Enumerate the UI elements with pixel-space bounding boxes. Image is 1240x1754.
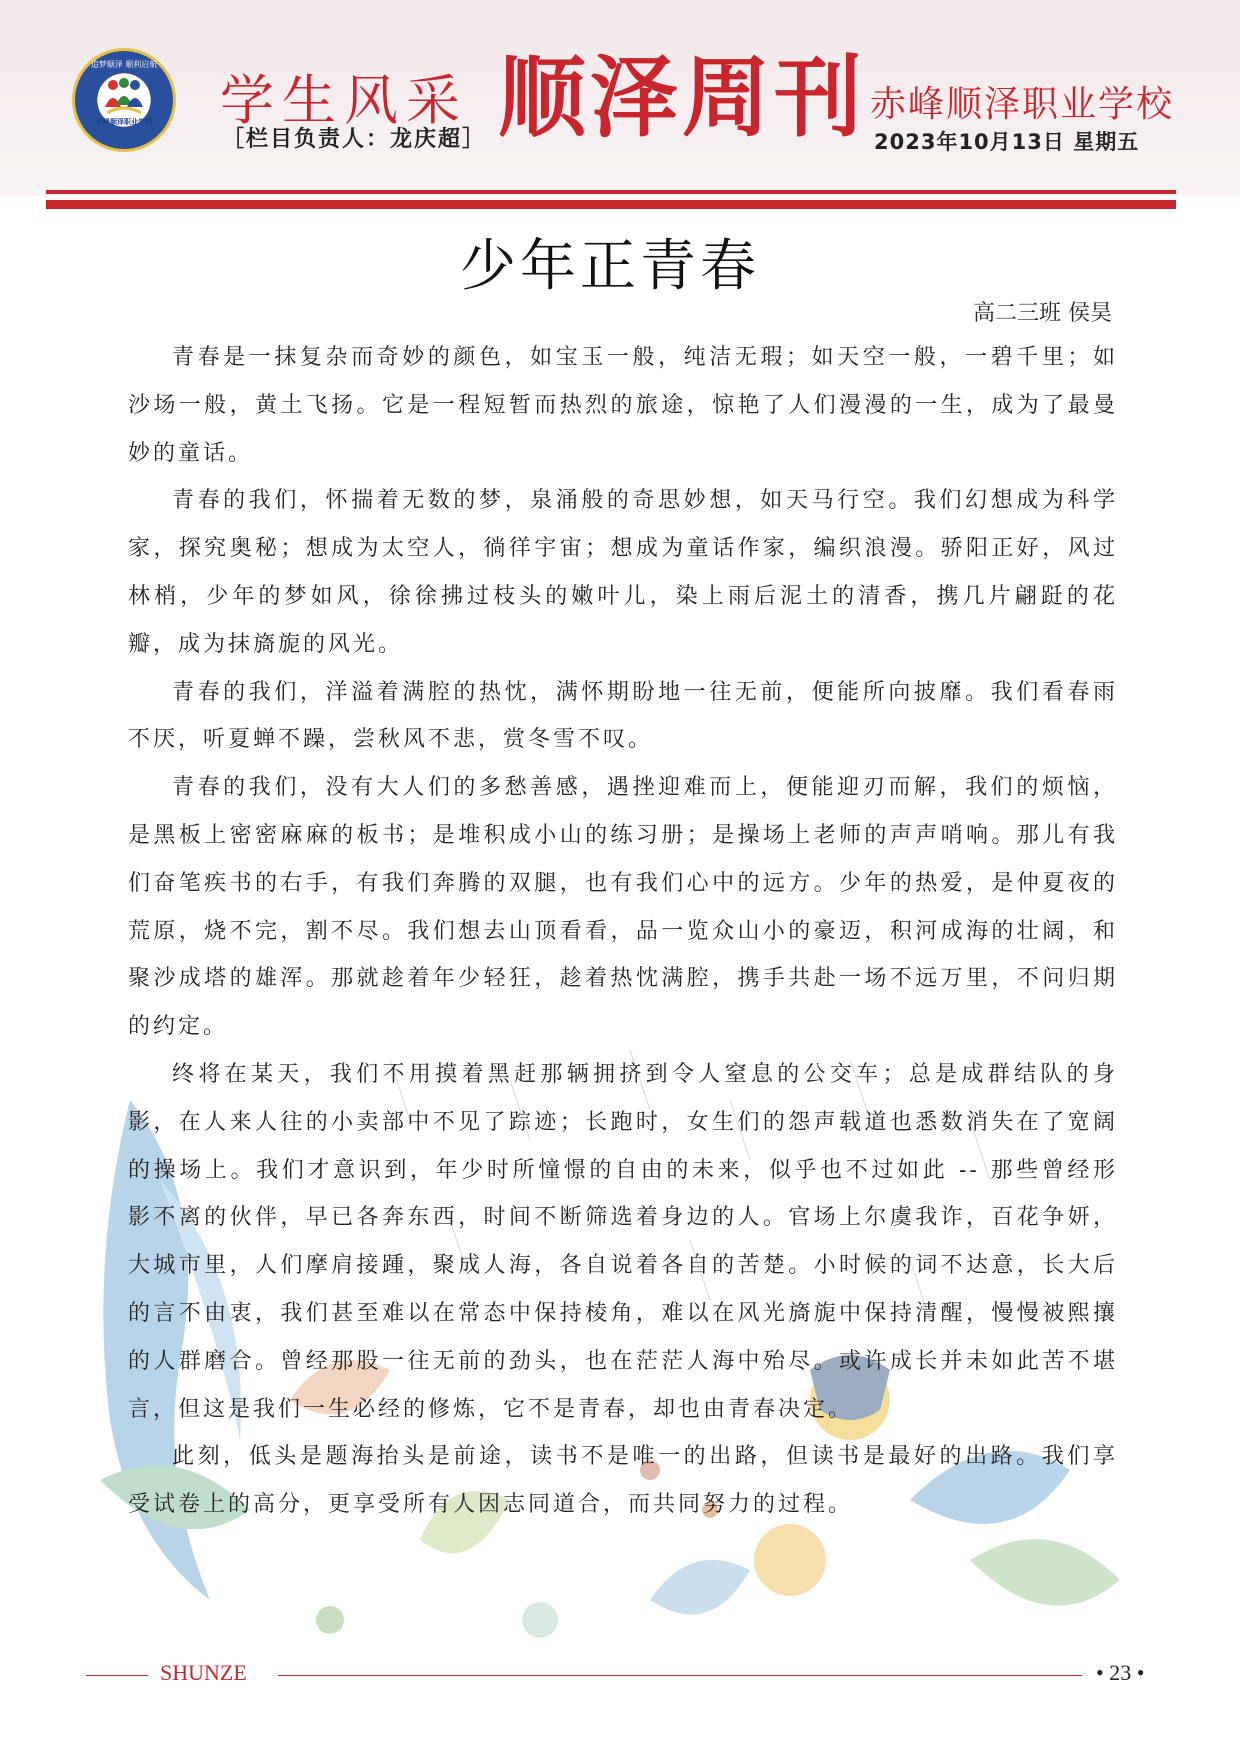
paragraph: 青春的我们，怀揣着无数的梦，泉涌般的奇思妙想，如天马行空。我们幻想成为科学家，探究奥秘；想成为太空人，徜徉宇宙；想成为童话作家，编织浪漫。骄阳正好，风过林梢，少年的梦如风，徐徐拂过枝头的嫩叶儿，染上雨后泥土的清香，携几片翩跹的花瓣，成为抹旖旎的风光。: [128, 488, 1118, 657]
logo-school-name: 赤峰顺泽职业学校: [96, 118, 152, 126]
footer-rule: [278, 1675, 1082, 1676]
header-rule-thick: [46, 200, 1176, 209]
column-editor: ［栏目负责人：龙庆超］: [222, 127, 487, 152]
footer-rule-left: [86, 1675, 148, 1676]
paragraph: 终将在某天，我们不用摸着黑赶那辆拥挤到令人窒息的公交车；总是成群结队的身影，在人来人往的小卖部中不见了踪迹；长跑时，女生们的怨声载道也悉数消失在了宽阔的操场上。我们才意识到，年少时所憧憬的自由的未来，似乎也不过如此 -- 那些曾经形影不离的伙伴，早已各奔东西，时间不断筛选着身边的人。官场上尔虞我诈，百花争妍，大城市里，人们摩肩接踵，聚成人海，各自说着各自的苦楚。小时候的词不达意，长大后的言不由衷，我们甚至难以在常态中保持棱角，难以在风光旖旎中保持清醒，慢慢被熙攘的人群磨合。曾经那股一往无前的劲头，也在茫茫人海中殆尽。或许成长并未如此苦不堪言，但这是我们一生必经的修炼，它不是青春，却也由青春决定。: [128, 1061, 1118, 1422]
paragraph: 青春是一抹复杂而奇妙的颜色，如宝玉一般，纯洁无瑕；如天空一般，一碧千里；如沙场一般，黄土飞扬。它是一程短暂而热烈的旅途，惊艳了人们漫漫的一生，成为了最曼妙的童话。: [128, 345, 1118, 466]
page-number: • 23 •: [1096, 1660, 1145, 1685]
article-byline: 高二三班 侯昊: [973, 301, 1112, 326]
footer-label: SHUNZE: [160, 1660, 247, 1685]
header-rule-thin: [46, 190, 1176, 194]
masthead-title: 顺泽周刊: [498, 46, 867, 149]
article-title: 少年正青春: [460, 234, 760, 299]
column-title: 学生风采: [220, 69, 468, 132]
school-name: 赤峰顺泽职业学校: [870, 84, 1175, 125]
logo-figures-icon: [101, 77, 147, 117]
issue-date: 2023年10月13日 星期五: [874, 130, 1140, 154]
paragraph: 青春的我们，没有大人们的多愁善感，遇挫迎难而上，便能迎刃而解，我们的烦恼，是黑板上密密麻麻的板书；是堆积成小山的练习册；是操场上老师的声声哨响。那儿有我们奋笔疾书的右手，有我们奔腾的双腿，也有我们心中的远方。少年的热爱，是仲夏夜的荒原，烧不完，割不尽。我们想去山顶看看，品一览众山小的豪迈，积河成海的壮阔，和聚沙成塔的雄浑。那就趁着年少轻狂，趁着热忱满腔，携手共赴一场不远万里，不问归期的约定。: [128, 775, 1118, 1040]
paragraph: 青春的我们，洋溢着满腔的热忱，满怀期盼地一往无前，便能所向披靡。我们看春雨不厌，听夏蝉不躁，尝秋风不悲，赏冬雪不叹。: [128, 679, 1118, 753]
article-body: [128, 334, 1118, 1529]
paragraph: 此刻，低头是题海抬头是前途，读书不是唯一的出路，但读书是最好的出路。我们享受试卷上的高分，更享受所有人因志同道合，而共同努力的过程。: [128, 1444, 1118, 1518]
school-logo: [72, 48, 176, 152]
logo-motto: 追梦顺泽 顺利启航: [90, 60, 158, 69]
